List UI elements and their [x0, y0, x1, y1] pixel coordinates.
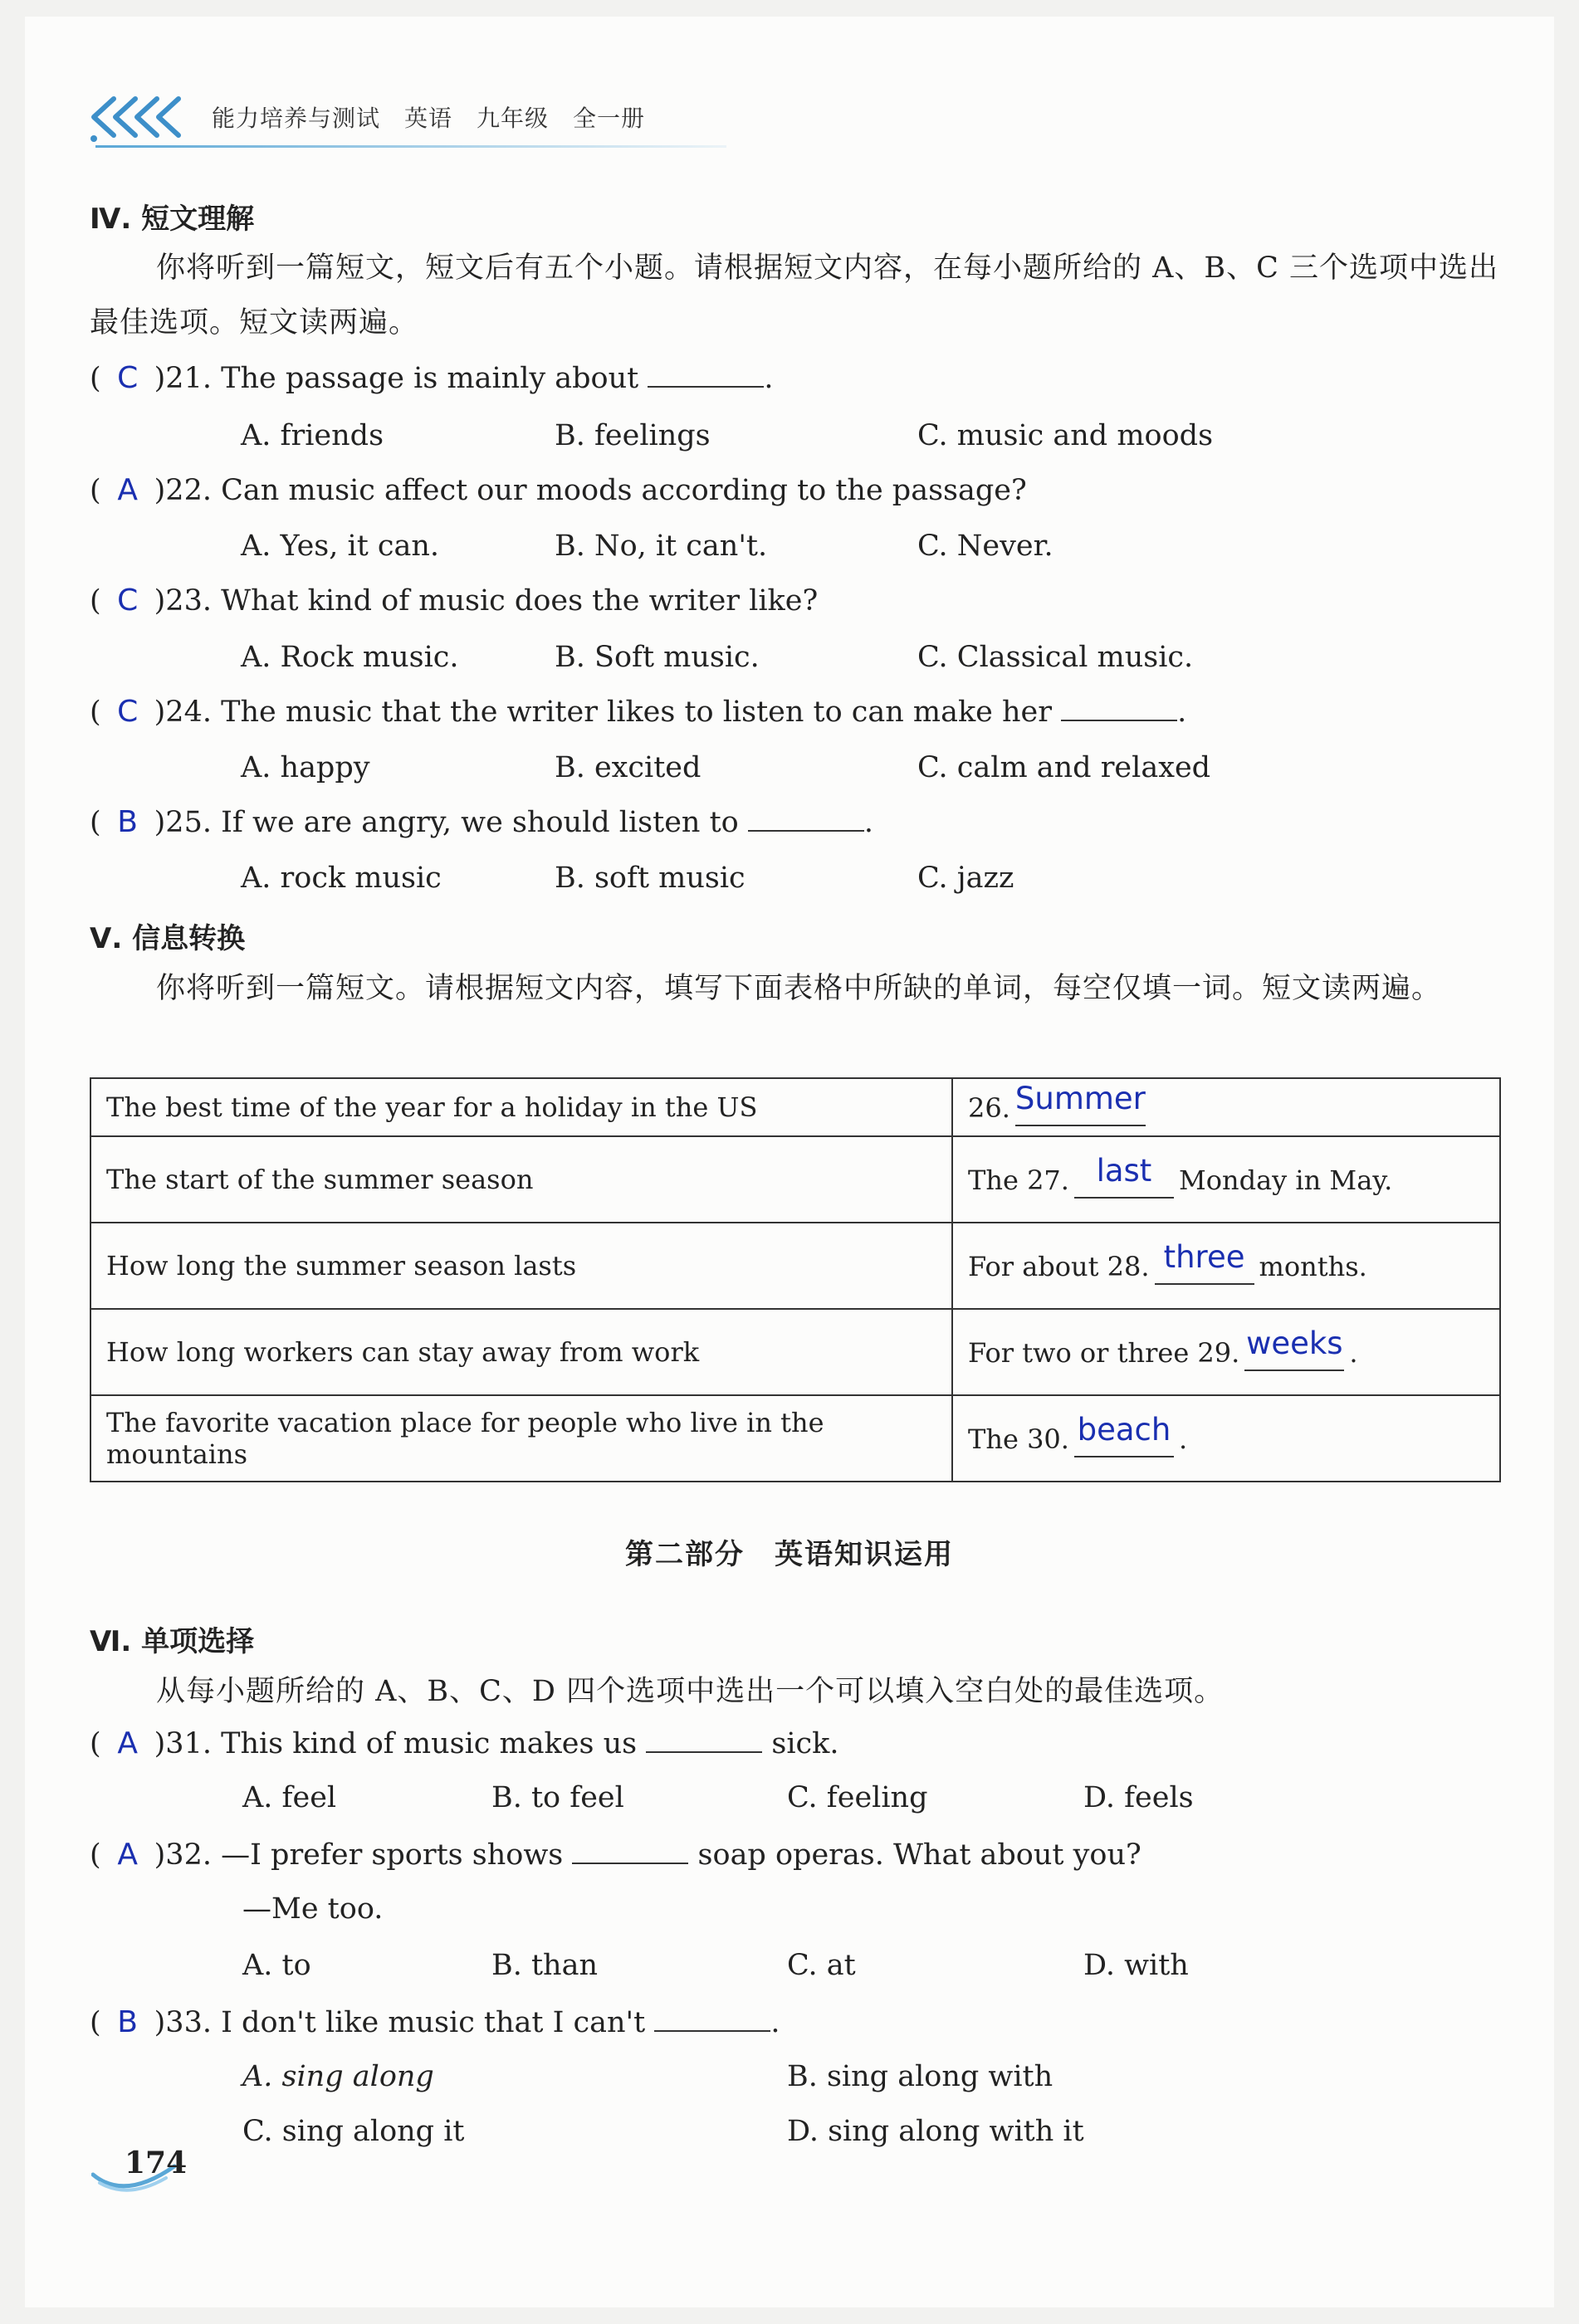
option: B. No, it can't. — [555, 530, 768, 563]
option: B. excited — [555, 751, 702, 784]
table-cell-question: The favorite vacation place for people who live in the mountains — [90, 1395, 952, 1482]
header-title: 能力培养与测试 英语 九年级 全一册 — [212, 105, 646, 132]
question-33: ( B )33. I don't like music that I can't . — [90, 2005, 780, 2039]
table-cell-answer: The 30. beach . — [952, 1395, 1500, 1482]
fill-blank-28[interactable]: three — [1155, 1247, 1254, 1285]
blank — [1061, 695, 1177, 721]
option: D. sing along with it — [787, 2115, 1084, 2148]
option: A. to — [242, 1949, 311, 1982]
answer-25: B — [117, 805, 138, 839]
blank — [748, 805, 864, 832]
question-32: ( A )32. —I prefer sports shows soap operas. What about you? — [90, 1838, 1141, 1872]
option: A. feel — [242, 1781, 337, 1814]
page-header — [87, 87, 718, 145]
option: B. soft music — [555, 862, 746, 895]
question-23: ( C )23. What kind of music does the writer like? — [90, 583, 819, 618]
option: C. feeling — [787, 1781, 928, 1814]
option: B. feelings — [555, 419, 711, 452]
option: B. to feel — [491, 1781, 624, 1814]
option: C. calm and relaxed — [917, 751, 1211, 784]
answer-21: C — [117, 361, 139, 395]
section6-title: Ⅵ. 单项选择 — [90, 1625, 255, 1658]
option: C. music and moods — [917, 419, 1214, 452]
option: A. sing along — [242, 2060, 434, 2093]
option: A. Rock music. — [241, 641, 459, 674]
option: A. Yes, it can. — [241, 530, 440, 563]
blank — [648, 361, 764, 388]
answer-33: B — [117, 2005, 138, 2039]
question-31: ( A )31. This kind of music makes us sick. — [90, 1726, 839, 1760]
chevrons-icon — [87, 92, 195, 142]
question-22: ( A )22. Can music affect our moods according to the passage? — [90, 473, 1027, 507]
table-cell-answer: The 27. last Monday in May. — [952, 1136, 1500, 1223]
section6-instruction: 从每小题所给的 A、B、C、D 四个选项中选出一个可以填入空白处的最佳选项。 — [156, 1675, 1225, 1708]
fill-blank-30[interactable]: beach — [1074, 1420, 1174, 1457]
answer-23: C — [117, 583, 139, 618]
fill-blank-27[interactable]: last — [1074, 1161, 1174, 1199]
option: B. than — [491, 1949, 598, 1982]
question-24: ( C )24. The music that the writer likes to listen to can make her . — [90, 695, 1187, 729]
answer-24: C — [117, 695, 139, 729]
table-row — [90, 1309, 1500, 1395]
table-cell-question: The start of the summer season — [90, 1136, 952, 1223]
question-25: ( B )25. If we are angry, we should listen to . — [90, 805, 874, 839]
option: C. Classical music. — [917, 641, 1194, 674]
table-cell-answer: For about 28. three months. — [952, 1223, 1500, 1309]
table-cell-question: How long workers can stay away from work — [90, 1309, 952, 1395]
table-row — [90, 1395, 1500, 1482]
section4-instruction: 你将听到一篇短文，短文后有五个小题。请根据短文内容，在每小题所给的 A、B、C 三个选项中选出最佳选项。短文读两遍。 — [90, 251, 1499, 339]
table-row — [90, 1223, 1500, 1309]
option: A. friends — [241, 419, 384, 452]
option: B. sing along with — [787, 2060, 1053, 2093]
fill-blank-29[interactable]: weeks — [1244, 1334, 1344, 1371]
table-cell-question: The best time of the year for a holiday in the US — [90, 1078, 952, 1136]
option: C. at — [787, 1949, 856, 1982]
table-row — [90, 1078, 1500, 1136]
option: D. with — [1083, 1949, 1189, 1982]
option: C. jazz — [917, 862, 1014, 895]
blank — [646, 1726, 762, 1753]
question-32-line2: —Me too. — [242, 1892, 384, 1926]
answer-31: A — [117, 1726, 138, 1760]
info-table — [90, 1077, 1501, 1482]
part2-title: 第二部分 英语知识运用 — [625, 1538, 954, 1571]
answer-32: A — [117, 1838, 138, 1872]
blank — [654, 2005, 770, 2032]
option: C. Never. — [917, 530, 1053, 563]
header-rule — [95, 145, 726, 148]
option: A. happy — [241, 751, 370, 784]
fill-blank-26[interactable]: Summer — [1015, 1089, 1146, 1126]
option: A. rock music — [241, 862, 442, 895]
page-number: 174 — [125, 2146, 188, 2180]
table-row — [90, 1136, 1500, 1223]
table-cell-answer: 26. Summer — [952, 1078, 1500, 1136]
option: C. sing along it — [242, 2115, 465, 2148]
blank — [572, 1838, 688, 1864]
answer-22: A — [117, 473, 138, 507]
section5-title: Ⅴ. 信息转换 — [90, 922, 246, 955]
table-cell-answer: For two or three 29. weeks . — [952, 1309, 1500, 1395]
section5-instruction: 你将听到一篇短文。请根据短文内容，填写下面表格中所缺的单词，每空仅填一词。短文读两遍。 — [156, 972, 1442, 1005]
table-cell-question: How long the summer season lasts — [90, 1223, 952, 1309]
option: D. feels — [1083, 1781, 1194, 1814]
question-21: ( C )21. The passage is mainly about . — [90, 361, 774, 395]
section4-title: Ⅳ. 短文理解 — [90, 203, 255, 236]
option: B. Soft music. — [555, 641, 760, 674]
